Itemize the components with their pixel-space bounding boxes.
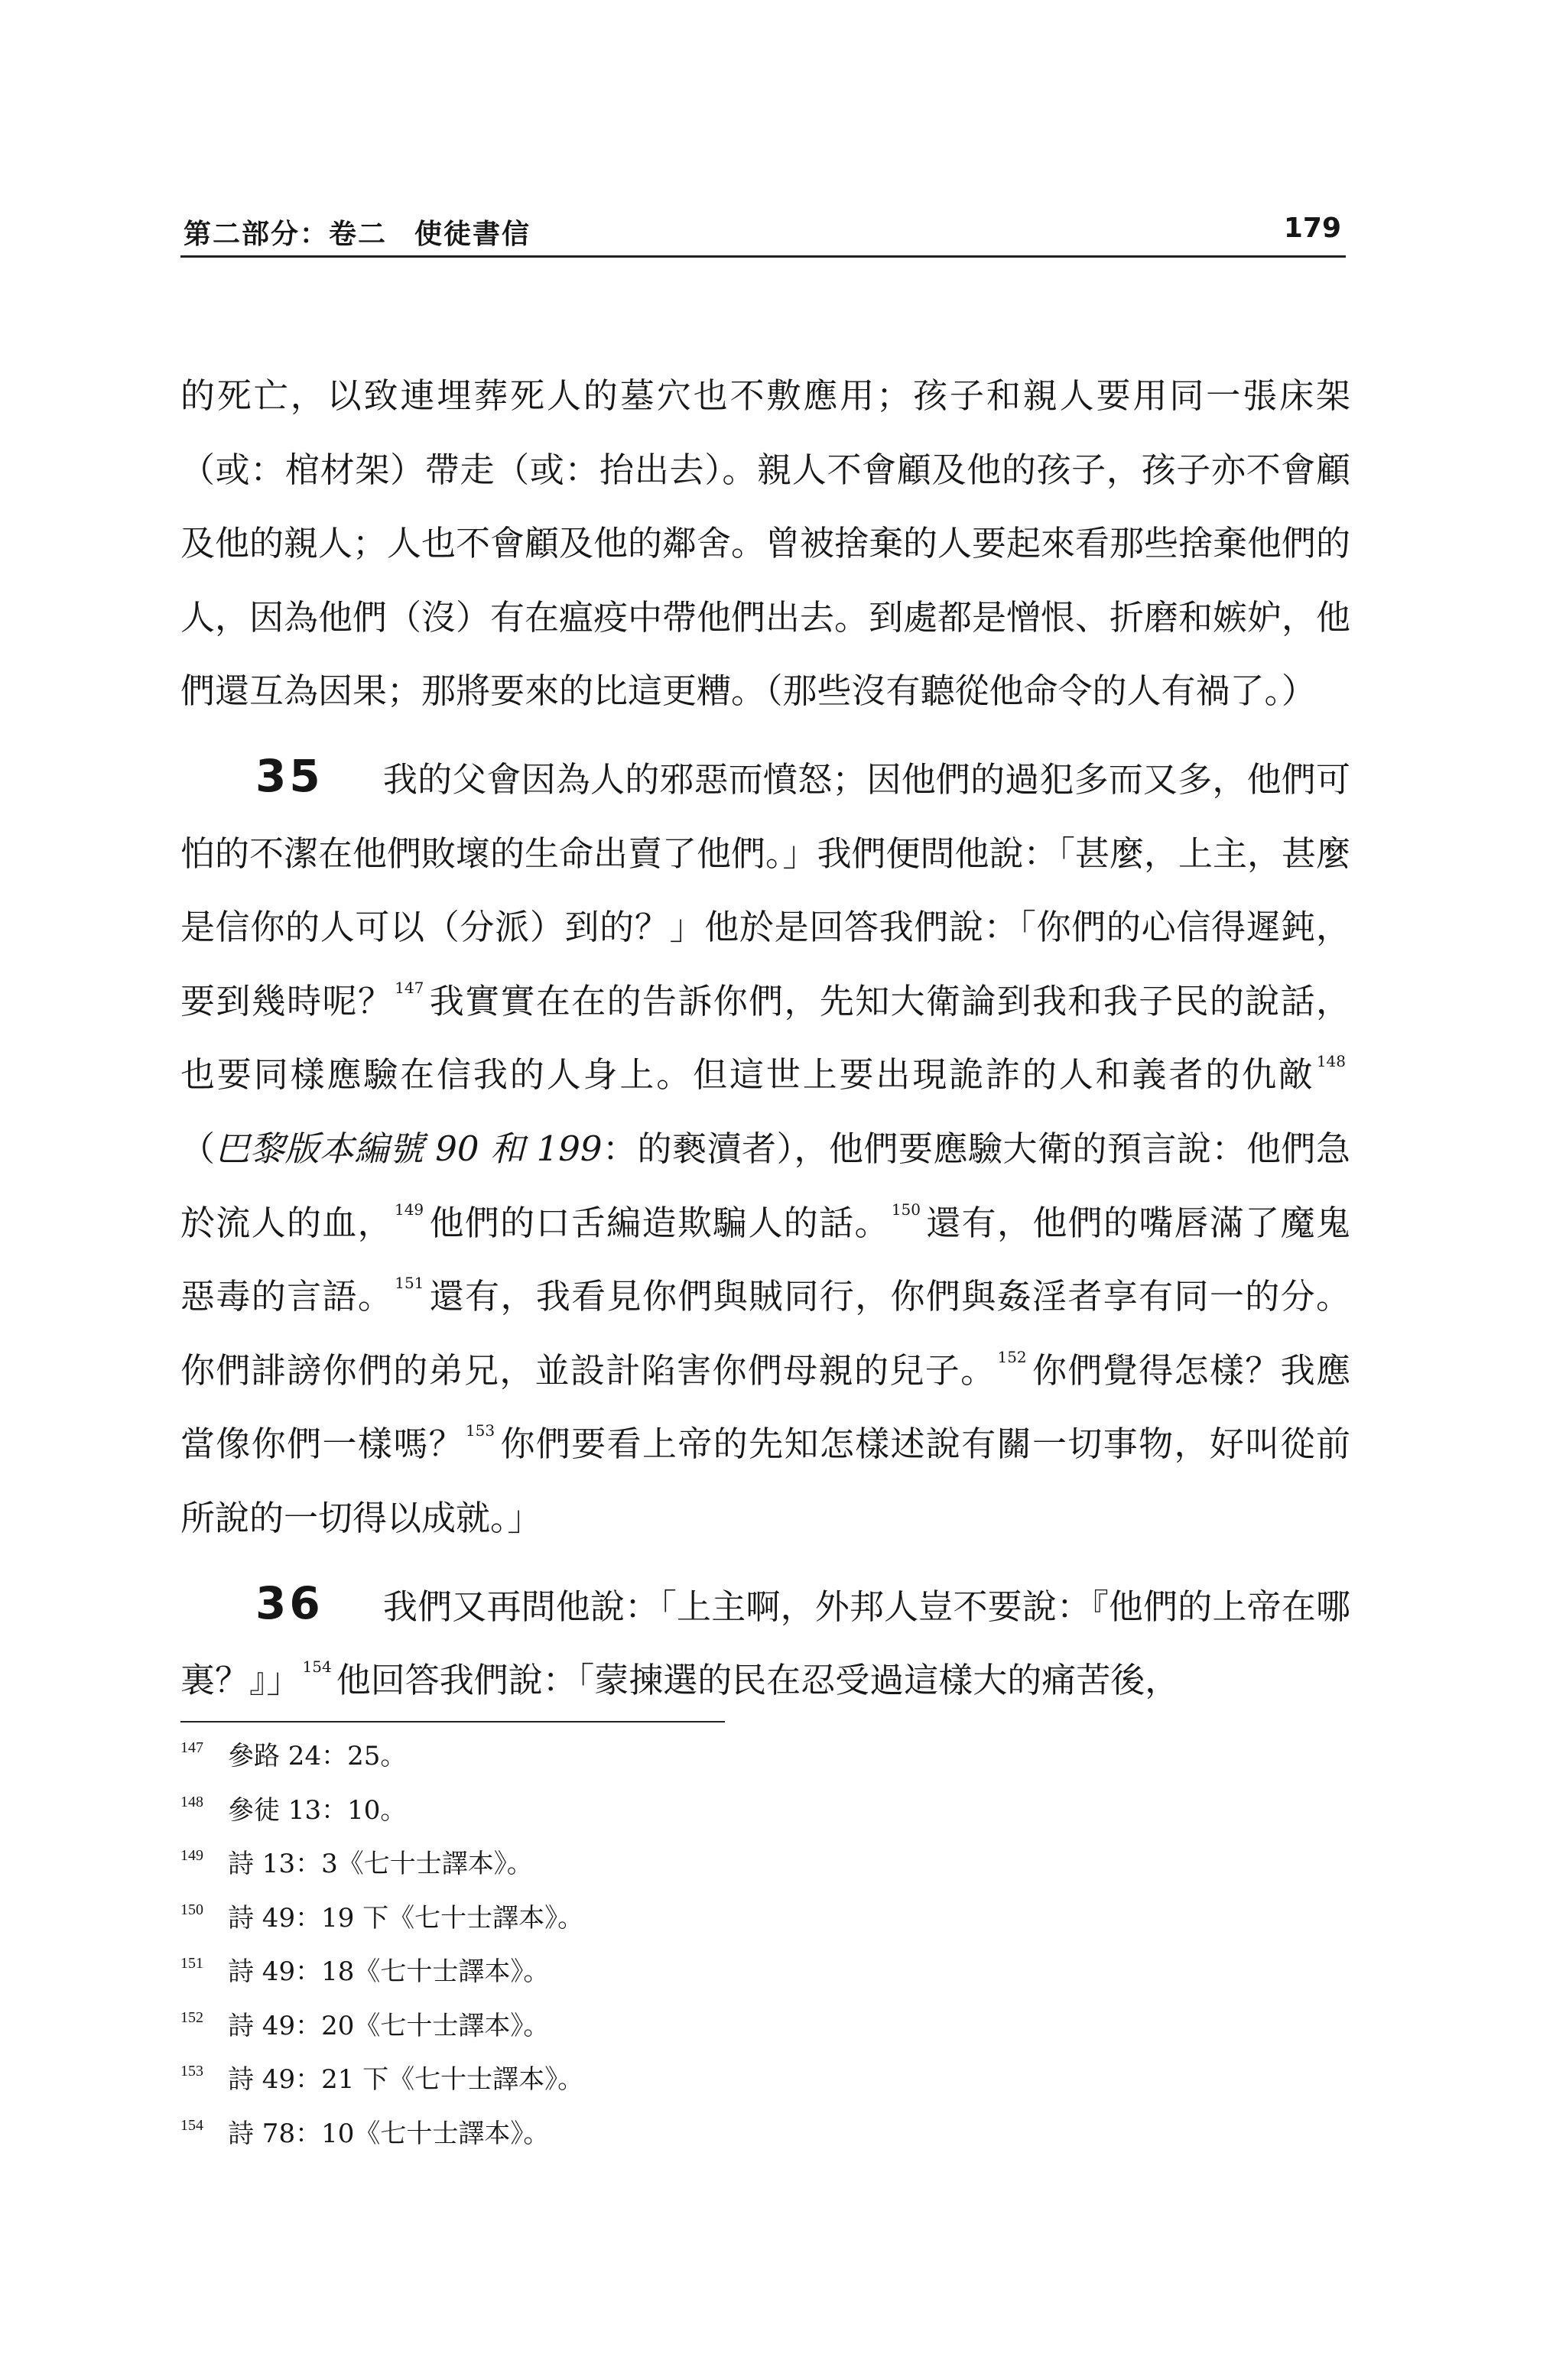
footnote: 151 詩 49：18《七十士譯本》。 bbox=[180, 1955, 550, 1987]
section-text: 你們要看上帝的先知怎樣述說有關一切事物，好叫從前所說的一切得以成就。」 bbox=[180, 1424, 1350, 1538]
paragraph-continued: 的死亡，以致連埋葬死人的墓穴也不敷應用；孩子和親人要用同一張床架（或：棺材架）帶走（或：抬出去）。親人不會顧及他的孩子，孩子亦不會顧及他的親人；人也不會顧及他的鄰舍。曾被捨棄的人要起來看那些捨棄他們的人，因為他們（沒）有在瘟疫中帶他們出去。到處都是憎恨、折磨和嫉妒，他們還互為因果；那將要來的比這更糟。（那些沒有聽從他命令的人有禍了。） bbox=[180, 375, 1351, 712]
footnote: 148 參徒 13：10。 bbox=[180, 1793, 407, 1826]
running-header-title bbox=[184, 213, 531, 252]
footnote: 152 詩 49：20《七十士譯本》。 bbox=[180, 2008, 550, 2041]
footnote: 150 詩 49：19 下《七十士譯本》。 bbox=[180, 1901, 584, 1934]
footnote-text: 詩 49：19 下《七十士譯本》。 bbox=[228, 1902, 584, 1934]
footnote-text: 詩 78：10《七十士譯本》。 bbox=[228, 2118, 550, 2149]
section-text: ：的褻瀆者），他們要應驗大衛的預言說：他們急於流人的血， bbox=[180, 1128, 1350, 1243]
footnote-rule bbox=[180, 1721, 725, 1722]
book-label: 使徒書信 bbox=[414, 219, 531, 250]
header-rule bbox=[180, 255, 1346, 258]
footnote-ref: 149 bbox=[394, 1200, 424, 1219]
section-text: （ bbox=[180, 1128, 216, 1169]
footnotes bbox=[180, 1729, 945, 2161]
footnote: 147 參路 24：25。 bbox=[180, 1739, 407, 1771]
footnote: 153 詩 49：21 下《七十士譯本》。 bbox=[180, 2063, 584, 2095]
footnote-ref: 152 bbox=[997, 1347, 1027, 1366]
section-text: 他們的口舌編造欺騙人的話。 bbox=[428, 1202, 890, 1243]
footnote-text: 詩 49：20《七十士譯本》。 bbox=[228, 2010, 550, 2041]
part-label: 第二部分：卷二 bbox=[184, 219, 388, 250]
section-number: 36 bbox=[255, 1576, 323, 1629]
footnote-text: 參路 24：25。 bbox=[228, 1741, 407, 1771]
section-text: 我實實在在的告訴你們，先知大衛論到我和我子民的說話，也要同樣應驗在信我的人身上。但這世上要出現詭詐的人和義者的仇敵 bbox=[180, 980, 1350, 1096]
footnote-text: 詩 13：3《七十士譯本》。 bbox=[228, 1849, 533, 1879]
footnote: 154 詩 78：10《七十士譯本》。 bbox=[180, 2116, 550, 2149]
section-text: 還有，他們的嘴唇滿了魔鬼惡毒的言語。 bbox=[180, 1202, 1350, 1317]
section-number: 35 bbox=[255, 749, 323, 802]
footnote-text: 詩 49：21 下《七十士譯本》。 bbox=[228, 2064, 584, 2095]
section-35 bbox=[180, 739, 1350, 1556]
section-36 bbox=[180, 1567, 1350, 1718]
section-text: 他回答我們說：「蒙揀選的民在忍受過這樣大的痛苦後， bbox=[336, 1660, 1180, 1701]
footnote-text: 詩 49：18《七十士譯本》。 bbox=[228, 1956, 550, 1987]
section-text: 我們又再問他說：「上主啊，外邦人豈不要說：『他們的上帝在哪裏？』」 bbox=[180, 1586, 1350, 1701]
footnote-text: 參徒 13：10。 bbox=[228, 1794, 407, 1826]
footnote: 149 詩 13：3《七十士譯本》。 bbox=[180, 1847, 533, 1879]
footnote-ref: 148 bbox=[1316, 1052, 1346, 1071]
main-text bbox=[180, 359, 1350, 1718]
footnote-ref: 153 bbox=[465, 1421, 495, 1440]
running-header bbox=[180, 209, 1346, 263]
footnote-ref: 147 bbox=[395, 978, 424, 997]
footnote-ref: 151 bbox=[395, 1274, 424, 1293]
section-text: 你們覺得怎樣？我應當像你們一樣嗎？ bbox=[180, 1349, 1350, 1465]
page-number: 179 bbox=[1283, 213, 1341, 244]
footnote-ref: 150 bbox=[891, 1200, 921, 1219]
italic-reference: 巴黎版本編號 90 和 199 bbox=[215, 1128, 603, 1169]
section-text: 我的父會因為人的邪惡而憤怒；因他們的過犯多而又多，他們可怕的不潔在他們敗壞的生命出賣了他們。」我們便問他說：「甚麼，上主，甚麼是信你的人可以（分派）到的？」他於是回答我們說：「你們的心信得遲鈍，要到幾時呢？ bbox=[180, 758, 1351, 1021]
section-text: 還有，我看見你們與賊同行，你們與姦淫者享有同一的分。你們誹謗你們的弟兄，並設計陷害你們母親的兒子。 bbox=[180, 1276, 1350, 1391]
footnote-ref: 154 bbox=[302, 1658, 332, 1677]
